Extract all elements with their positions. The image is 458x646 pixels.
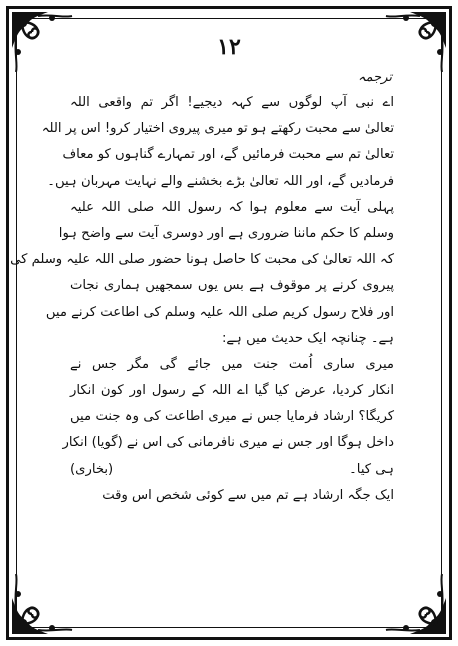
- corner-ornament-icon: [380, 568, 450, 638]
- text-line: اے نبی آپ لوگوں سے کہہ دیجیے! اگر تم واقعی اللہ: [70, 95, 394, 110]
- reference-row: [70, 457, 394, 483]
- text-line: ہی کیا۔: [349, 461, 394, 477]
- text-line: انکار کردیا، عرض کیا گیا اے اللہ کے رسول اور کون انکار: [70, 383, 394, 399]
- hadith-reference: (بخاری): [70, 461, 114, 477]
- text-line: پیروی کرنے پر موقوف ہے بس یوں سمجھیں ہماری نجات: [70, 278, 394, 294]
- body-text: [10, 90, 394, 576]
- text-line: اور فلاح رسول کریم صلی اللہ علیہ وسلم کی اطاعت کرنے میں: [45, 304, 394, 320]
- text-line: پہلی آیت سے معلوم ہوا کہ رسول اللہ صلی اللہ علیہ: [70, 199, 394, 215]
- text-line: داخل ہوگا اور جس نے میری نافرمانی کی اس نے (گویا) انکار: [62, 435, 394, 451]
- text-line: فرمادیں گے، اور اللہ تعالیٰ بڑے بخشنے والے نہایت مہربان ہیں۔: [47, 173, 394, 189]
- text-line: ایک جگہ ارشاد ہے تم میں سے کوئی شخص اس وقت: [102, 487, 394, 503]
- text-line: تعالیٰ تم سے محبت فرمائیں گے، اور تمہارے گناہوں کو معاف: [62, 147, 394, 163]
- corner-ornament-icon: [8, 568, 78, 638]
- text-line: ہے۔ چنانچہ ایک حدیث میں ہے:: [221, 330, 394, 346]
- page-number: ۱۲: [217, 34, 241, 60]
- text-line: میری ساری اُمت جنت میں جائے گی مگر جس نے: [70, 356, 394, 372]
- text-line: کریگا؟ ارشاد فرمایا جس نے میری اطاعت کی وہ جنت میں: [70, 409, 394, 425]
- text-line: کہ اللہ تعالیٰ کی محبت کا حاصل ہونا حضور صلی اللہ علیہ وسلم کی: [10, 252, 394, 268]
- section-heading: ترجمہ: [358, 70, 392, 85]
- text-line: وسلم کا حکم ماننا ضروری ہے اور دوسری آیت سے واضح ہوا: [58, 225, 394, 241]
- text-line: تعالیٰ سے محبت رکھتے ہو تو میری پیروی اختیار کرو! اس پر اللہ: [41, 121, 394, 137]
